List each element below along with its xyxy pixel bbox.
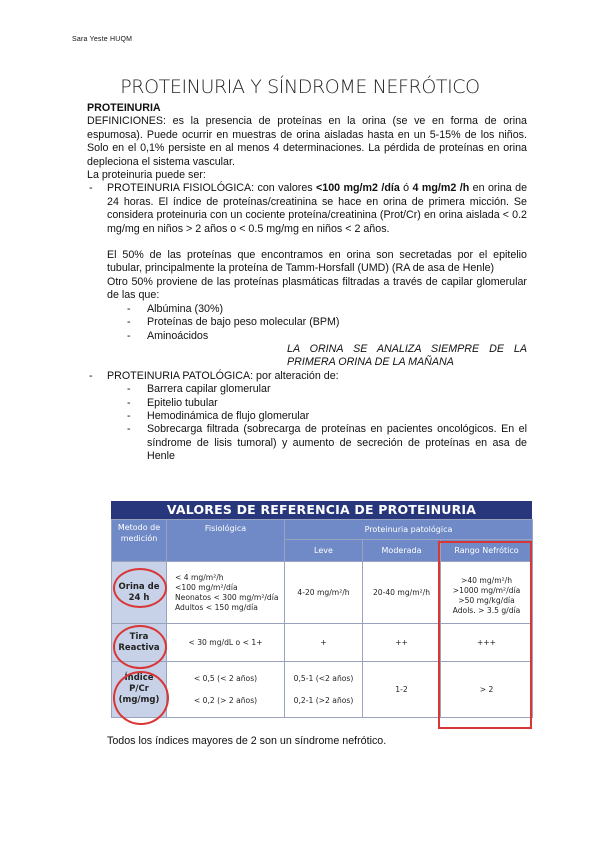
cell-line: Neonatos < 300 mg/m²/día — [175, 592, 279, 602]
cell-mild-24h: 4-20 mg/m²/h — [285, 562, 363, 624]
header-mild: Leve — [285, 540, 363, 562]
cell-physio-strip: < 30 mg/dL o < 1+ — [167, 624, 285, 662]
list-dash: - — [127, 302, 131, 315]
physio-value-day: <100 mg/m2 /día — [316, 182, 400, 195]
highlight-circle-24h — [113, 568, 167, 608]
highlight-box-nephrotic — [438, 541, 532, 729]
list-item — [87, 330, 527, 343]
page-title: PROTEINURIA Y SÍNDROME NEFRÓTICO — [120, 76, 480, 98]
cell-line: 0,2-1 (>2 años) — [293, 695, 354, 705]
highlight-circle-ratio — [113, 671, 169, 725]
list-dash: - — [89, 182, 93, 195]
list-item — [87, 316, 527, 329]
row-method-24h: Orina de 24 h — [112, 562, 167, 624]
row-method-ratio: Índice P/Cr (mg/mg) — [112, 662, 167, 718]
cell-nephrotic-ratio: > 2 — [441, 662, 533, 718]
list-item-text: Barrera capilar glomerular — [147, 383, 271, 396]
cell-line: < 0,5 (< 2 años) — [193, 673, 258, 683]
table-title: VALORES DE REFERENCIA DE PROTEINURIA — [111, 501, 532, 519]
list-dash: - — [127, 409, 131, 422]
list-item — [87, 410, 527, 423]
list-item — [87, 383, 527, 396]
list-dash: - — [127, 396, 131, 409]
list-dash: - — [127, 383, 131, 396]
cell-line: <100 mg/m²/día — [175, 582, 238, 592]
section-heading: PROTEINURIA — [87, 102, 161, 114]
list-item — [87, 423, 527, 463]
cell-line: Adultos < 150 mg/día — [175, 602, 258, 612]
tubular-paragraph: El 50% de las proteínas que encontramos en orina son secretadas por el epitelio tubular, principalmente la proteína de Tamm-Horsfall (UMD) (RA de asa de Henle) — [107, 249, 527, 275]
cell-line: >1000 mg/m²/día — [452, 585, 521, 595]
header-nephrotic: Rango Nefrótico — [441, 540, 533, 562]
list-item-text: Epitelio tubular — [147, 396, 218, 409]
list-dash: - — [127, 329, 131, 342]
cell-line: >40 mg/m²/h — [460, 575, 513, 585]
header-moderate: Moderada — [363, 540, 441, 562]
cell-nephrotic-strip: +++ — [441, 624, 533, 662]
list-dash: - — [127, 316, 131, 329]
document-body — [87, 102, 527, 464]
plasma-paragraph: Otro 50% proviene de las proteínas plasmáticas filtradas a través de capilar glomerular de las que: — [107, 275, 527, 302]
proteinuria-types-intro: La proteinuria puede ser: — [87, 169, 206, 182]
patho-lead: PROTEINURIA PATOLÓGICA: por alteración de: — [107, 369, 339, 382]
physio-rest: en orina de 24 horas. El índice de proteínas/creatinina se hace en orina de primera micción. Se considera proteinuria con un cociente proteína/creatinina (Prot/Cr) en orina aislada < 0.2 mg/mg en niños > 2 años o < 0.5 mg/mg en niños < 2 años. — [107, 182, 528, 235]
header-method: Metodo de medición — [112, 520, 167, 562]
author-name: Sara Yeste HUQM — [72, 36, 133, 43]
reference-values-table — [111, 501, 532, 718]
cell-physio-24h — [167, 562, 285, 624]
list-item-text: Aminoácidos — [147, 329, 209, 342]
cell-physio-ratio — [167, 662, 285, 718]
list-item-text: Hemodinámica de flujo glomerular — [147, 409, 310, 422]
cell-moderate-ratio: 1-2 — [363, 662, 441, 718]
cell-line: < 0,2 (> 2 años) — [193, 695, 258, 705]
list-item-text: Proteínas de bajo peso molecular (BPM) — [147, 316, 340, 329]
cell-mild-strip: + — [285, 624, 363, 662]
cell-line: >50 mg/kg/día — [458, 595, 515, 605]
pathological-item — [87, 370, 527, 383]
physio-lead: PROTEINURIA FISIOLÓGICA: con valores — [107, 182, 317, 195]
header-pathological: Proteinuria patológica — [285, 520, 533, 540]
cell-mild-ratio — [285, 662, 363, 718]
morning-urine-note: LA ORINA SE ANALIZA SIEMPRE DE LA PRIMERA ORINA DE LA MAÑANA — [287, 342, 527, 369]
cell-line: Adols. > 3.5 g/día — [452, 605, 521, 615]
cell-moderate-24h: 20-40 mg/m²/h — [363, 562, 441, 624]
physio-or: ó — [399, 182, 413, 195]
definitions-paragraph: DEFINICIONES: es la presencia de proteínas en la orina (se ve en forma de orina espumosa). Puede ocurrir en muestras de orina aisladas hasta en un 5-15% de los niños. Solo en el 0,1% persiste en al menos 4 determinaciones. La pérdida de proteínas en orina depleciona el sistema vascular. — [87, 115, 527, 168]
list-item — [87, 397, 527, 410]
list-item-text: Sobrecarga filtrada (sobrecarga de proteínas en pacientes oncológicos. En el síndrome de lisis tumoral) y aumento de secreción de proteínas en asa de Henle — [147, 423, 527, 463]
list-dash: - — [127, 423, 131, 436]
highlight-circle-strip — [113, 625, 167, 669]
header-physiological: Fisiológica — [167, 520, 285, 562]
cell-line: 0,5-1 (<2 años) — [293, 673, 354, 683]
cell-moderate-strip: ++ — [363, 624, 441, 662]
footer-note: Todos los índices mayores de 2 son un síndrome nefrótico. — [107, 735, 387, 747]
physiological-item — [87, 182, 527, 236]
list-item — [87, 303, 527, 316]
physio-value-hour: 4 mg/m2 /h — [412, 182, 470, 195]
cell-line: < 4 mg/m²/h — [175, 572, 224, 582]
list-dash: - — [89, 369, 93, 382]
list-item-text: Albúmina (30%) — [147, 302, 224, 315]
row-method-strip: Tira Reactiva — [112, 624, 167, 662]
